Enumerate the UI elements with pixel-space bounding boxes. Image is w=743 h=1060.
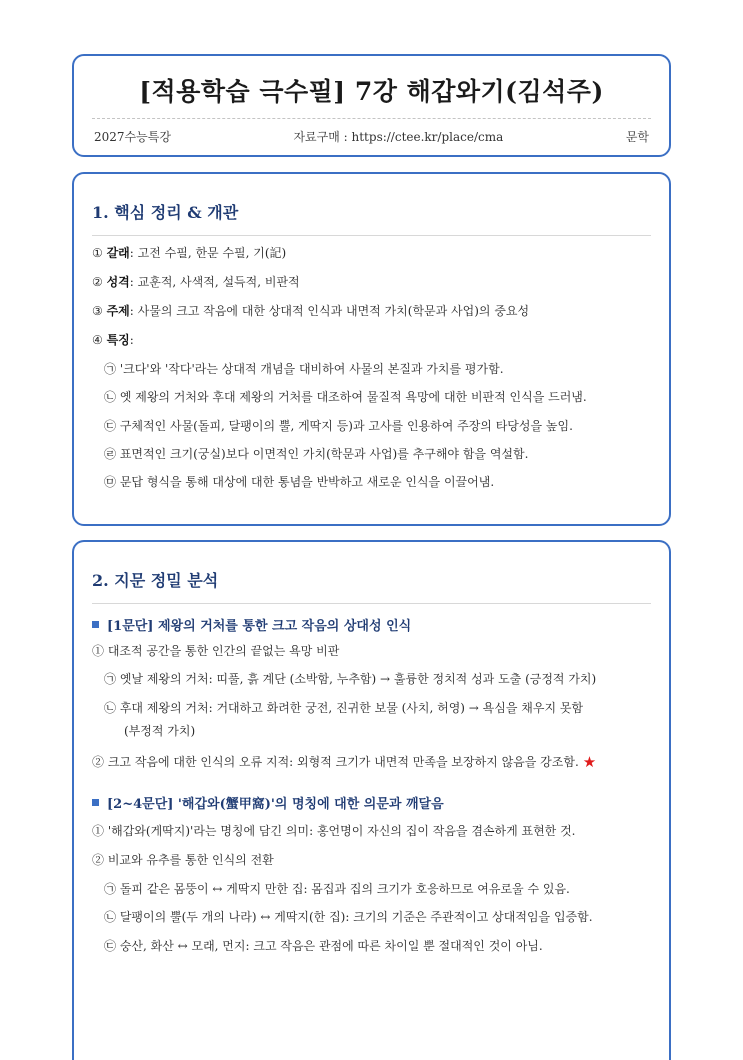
paragraph1-subheading: [1문단] 제왕의 거처를 통한 크고 작음의 상대성 인식 bbox=[92, 615, 655, 634]
title-box bbox=[72, 54, 671, 157]
section1-heading: 1. 핵심 정리 & 개관 bbox=[92, 200, 651, 236]
analysis-line: (부정적 가치) bbox=[124, 724, 196, 738]
analysis-line-key: ② 크고 작음에 대한 인식의 오류 지적: 외형적 크기가 내면적 만족을 보장하지 않음을 강조함. ★ bbox=[92, 753, 597, 771]
feature-item: ㉤ 문답 형식을 통해 대상에 대한 통념을 반박하고 새로운 인식을 이끌어냄. bbox=[104, 475, 495, 489]
star-icon: ★ bbox=[582, 753, 597, 771]
summary-item-theme: ③ 주제: 사물의 크고 작음에 대한 상대적 인식과 내면적 가치(학문과 사업)의 중요성 bbox=[92, 304, 530, 318]
course-label: 2027수능특강 bbox=[94, 130, 171, 144]
analysis-line: ㉡ 달팽이의 뿔(두 개의 나라) ↔ 게딱지(한 집): 크기의 기준은 주관적이고 상대적임을 입증함. bbox=[104, 910, 593, 924]
subject-label: 문학 bbox=[625, 130, 649, 144]
analysis-line: ① 대조적 공간을 통한 인간의 끝없는 욕망 비판 bbox=[92, 644, 340, 658]
summary-item-nature: ② 성격: 교훈적, 사색적, 설득적, 비판적 bbox=[92, 275, 300, 289]
square-bullet-icon bbox=[92, 799, 99, 806]
feature-item: ㉡ 옛 제왕의 거처와 후대 제왕의 거처를 대조하여 물질적 욕망에 대한 비판적 인식을 드러냄. bbox=[104, 390, 587, 404]
feature-item: ㉠ '크다'와 '작다'라는 상대적 개념을 대비하여 사물의 본질과 가치를 평가함. bbox=[104, 362, 504, 376]
paragraph2-subheading: [2~4문단] '해갑와(蟹甲窩)'의 명칭에 대한 의문과 깨달음 bbox=[92, 793, 655, 812]
analysis-line: ㉡ 후대 제왕의 거처: 거대하고 화려한 궁전, 진귀한 보물 (사치, 허영) → 욕심을 채우지 못함 bbox=[104, 701, 584, 715]
analysis-line: ① '해갑와(게딱지)'라는 명칭에 담긴 의미: 홍언명이 자신의 집이 작음을 겸손하게 표현한 것. bbox=[92, 824, 576, 838]
section2-heading: 2. 지문 정밀 분석 bbox=[92, 568, 651, 604]
square-bullet-icon bbox=[92, 621, 99, 628]
summary-item-features: ④ 특징: bbox=[92, 333, 134, 347]
purchase-link[interactable]: 자료구매 : https://ctee.kr/place/cma bbox=[293, 130, 504, 144]
header-meta bbox=[94, 128, 649, 145]
dotted-divider bbox=[92, 118, 651, 119]
analysis-line: ㉠ 옛날 제왕의 거처: 띠풀, 흙 계단 (소박함, 누추함) → 훌륭한 정치적 성과 도출 (긍정적 가치) bbox=[104, 672, 597, 686]
analysis-line: ㉢ 숭산, 화산 ↔ 모래, 먼지: 크고 작음은 관점에 따른 차이일 뿐 절대적인 것이 아님. bbox=[104, 939, 543, 953]
feature-item: ㉣ 표면적인 크기(궁실)보다 이면적인 가치(학문과 사업)를 추구해야 함을 역설함. bbox=[104, 447, 529, 461]
section-text-analysis bbox=[72, 540, 671, 1060]
page-title: [적용학습 극수필] 7강 해갑와기(김석주) bbox=[139, 77, 604, 106]
summary-item-genre: ① 갈래: 고전 수필, 한문 수필, 기(記) bbox=[92, 246, 287, 260]
analysis-line: ② 비교와 유추를 통한 인식의 전환 bbox=[92, 853, 274, 867]
section-core-summary bbox=[72, 172, 671, 526]
analysis-line: ㉠ 돌피 같은 몸뚱이 ↔ 게딱지 만한 집: 몸집과 집의 크기가 호응하므로 여유로울 수 있음. bbox=[104, 882, 570, 896]
feature-item: ㉢ 구체적인 사물(돌피, 달팽이의 뿔, 게딱지 등)과 고사를 인용하여 주장의 타당성을 높임. bbox=[104, 419, 573, 433]
